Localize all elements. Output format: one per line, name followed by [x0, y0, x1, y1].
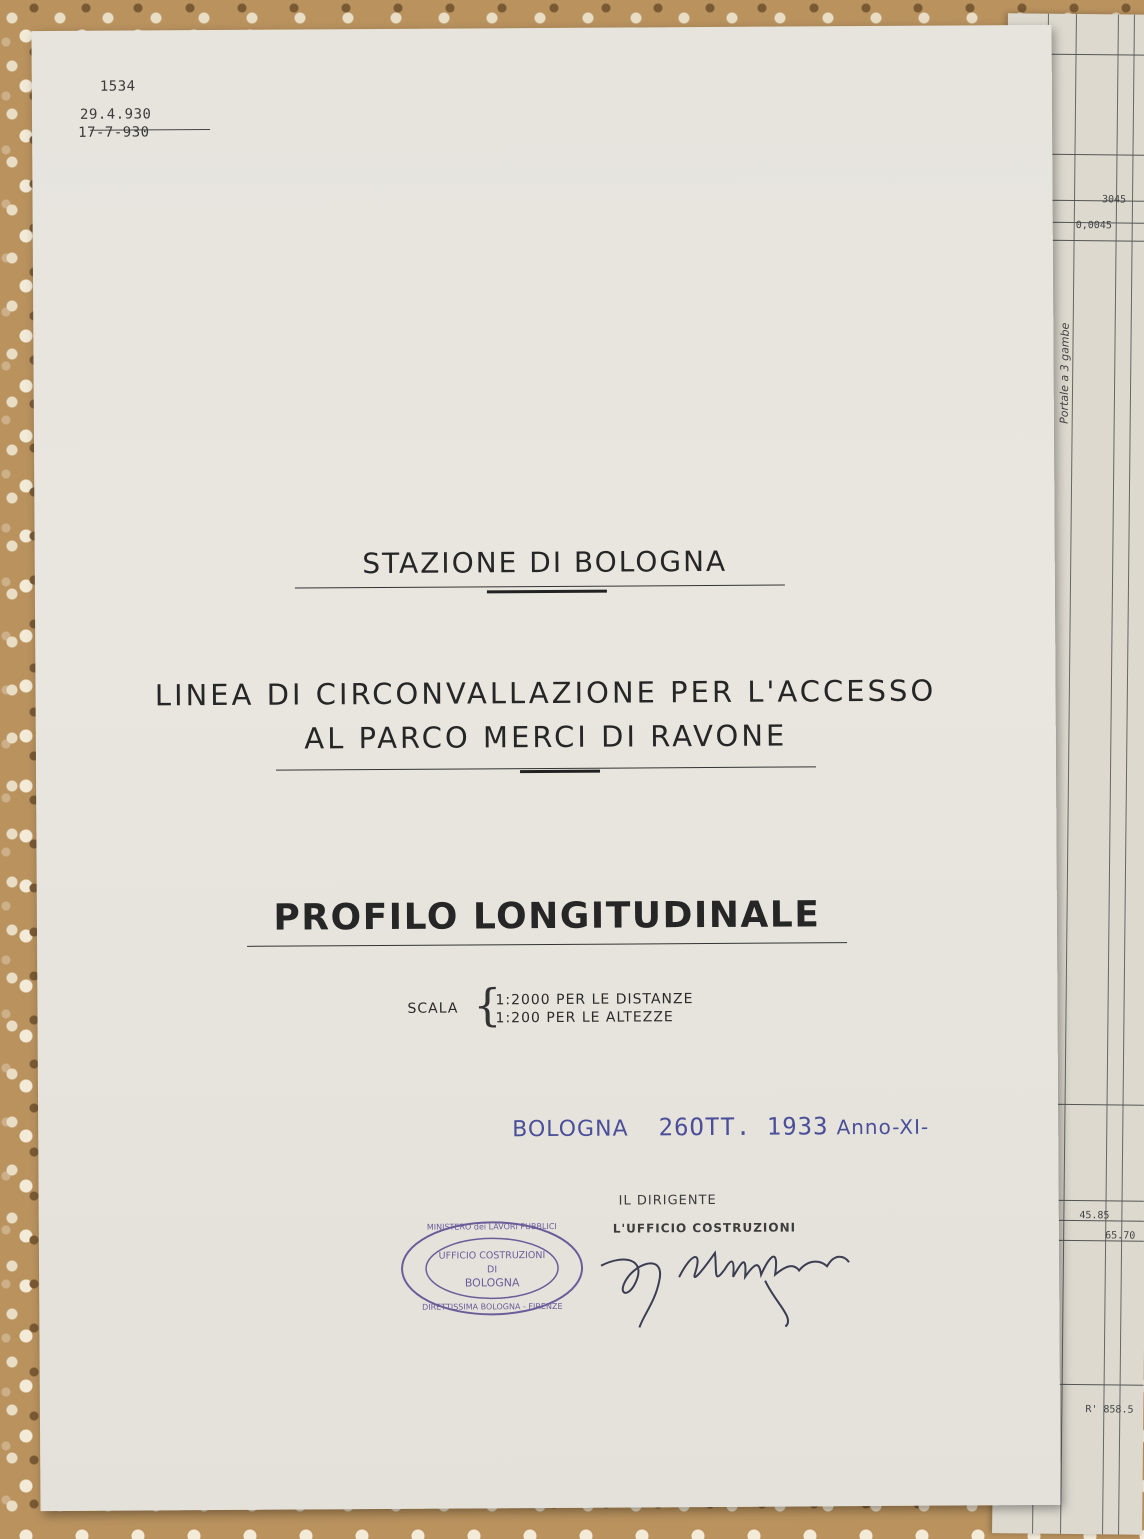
archive-number: 1534 — [99, 78, 136, 95]
section-rule-accent — [520, 770, 600, 773]
signature-drawing — [595, 1222, 856, 1334]
drawing-line — [1118, 15, 1135, 1535]
archive-date-1: 29.4.930 — [79, 106, 152, 123]
stamp-place: BOLOGNA — [512, 1116, 629, 1143]
title-rule — [295, 585, 785, 589]
drawing-value: 45.85 — [1079, 1210, 1110, 1222]
signatory-role: IL DIRIGENTE — [618, 1192, 717, 1209]
archive-date-2: 17-7-930 — [78, 124, 150, 141]
seal-inner-2: DI — [486, 1264, 498, 1276]
scale-label: SCALA — [407, 1000, 459, 1017]
drawing-line — [1102, 14, 1119, 1534]
drawing-note: Portale a 3 gambe — [1057, 322, 1072, 424]
document-cover — [31, 25, 1060, 1511]
date-stamp — [512, 1112, 929, 1143]
signatory-office: L'UFFICIO COSTRUZIONI — [612, 1220, 797, 1236]
seal-outer-top: MINISTERO dei LAVORI PUBBLICI — [426, 1221, 557, 1232]
drawing-value: 65.70 — [1105, 1230, 1136, 1242]
signatory-block — [612, 1192, 797, 1236]
line-description-1: LINEA DI CIRCONVALLAZIONE PER L'ACCESSO — [154, 673, 937, 713]
seal-outer-bottom: DIRETTISSIMA BOLOGNA - FIRENZE — [422, 1301, 563, 1312]
stamp-anno: Anno-XI- — [836, 1114, 930, 1140]
seal-inner-3: BOLOGNA — [464, 1276, 520, 1290]
seal-inner-1: UFFICIO COSTRUZIONI — [438, 1250, 546, 1262]
drawing-value: R' 858.5 — [1085, 1404, 1134, 1416]
title-rule-accent — [487, 590, 607, 594]
document-title-rule — [247, 942, 847, 947]
official-seal — [399, 1218, 586, 1319]
document-title: PROFILO LONGITUDINALE — [273, 894, 821, 939]
brace-glyph: { — [473, 980, 502, 1032]
station-title: STAZIONE DI BOLOGNA — [362, 544, 728, 581]
handwritten-signature — [595, 1222, 856, 1334]
drawing-value: 0,0045 — [1075, 219, 1112, 232]
drawing-value: 3045 — [1101, 194, 1127, 206]
line-description-2: AL PARCO MERCI DI RAVONE — [304, 718, 788, 756]
stamp-date-value: 26OTT. 1933 — [658, 1112, 829, 1142]
drawing-line — [1057, 14, 1077, 1534]
scale-distances: 1:2000 PER LE DISTANZE — [495, 991, 694, 1009]
scale-heights: 1:200 PER LE ALTEZZE — [495, 1009, 674, 1027]
